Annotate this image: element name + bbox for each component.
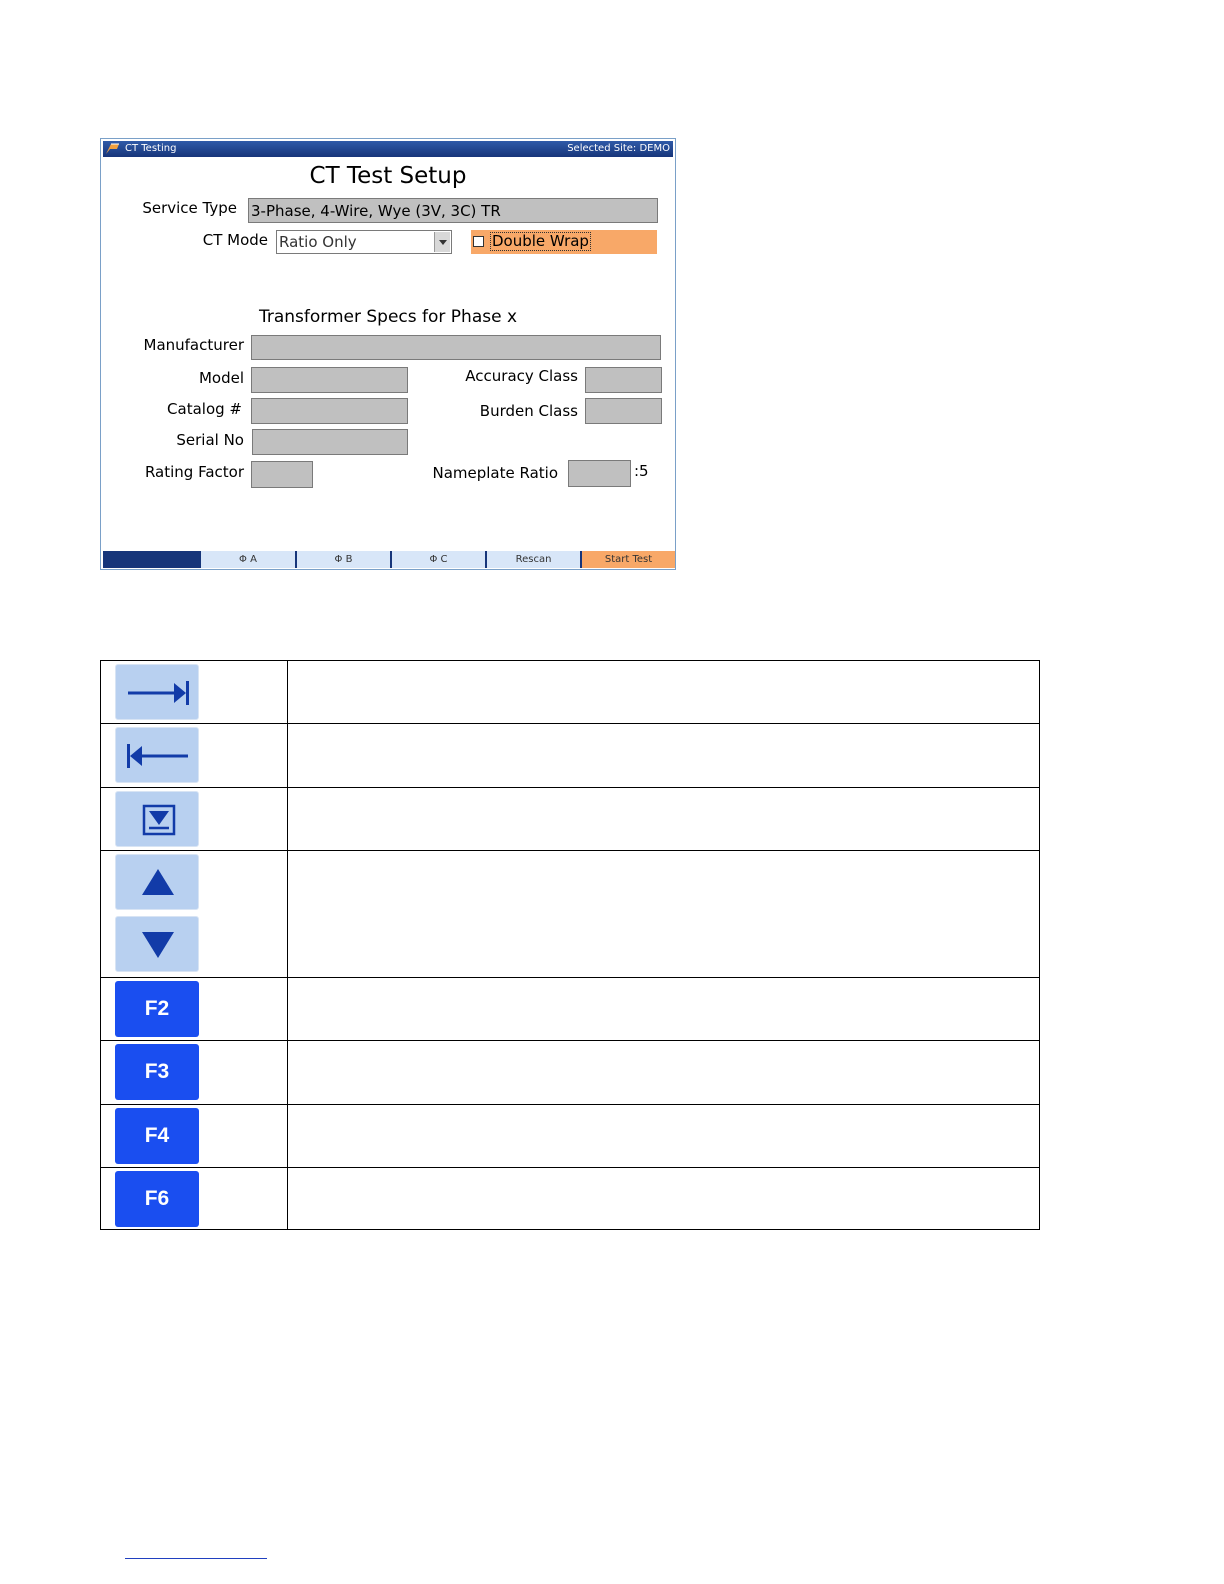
f2-key-icon: F2	[115, 981, 199, 1037]
table-row	[101, 978, 1039, 1041]
f4-key-phase-c[interactable]: Φ C	[390, 551, 485, 568]
table-row	[101, 724, 1039, 788]
tab-forward-icon	[116, 665, 200, 721]
footnote-separator	[125, 1558, 267, 1559]
service-type-label: Service Type	[142, 199, 237, 217]
f2-key-phase-a[interactable]: Φ A	[199, 551, 295, 568]
table-row	[101, 1168, 1039, 1231]
burden-class-label: Burden Class	[479, 402, 578, 420]
serial-no-field[interactable]	[252, 429, 408, 455]
accuracy-class-label: Accuracy Class	[465, 367, 578, 385]
f1-key[interactable]	[103, 551, 199, 568]
up-arrow-key	[115, 854, 199, 910]
burden-class-field[interactable]	[585, 398, 662, 424]
rating-factor-field[interactable]	[251, 461, 313, 488]
service-type-field[interactable]: 3-Phase, 4-Wire, Wye (3V, 3C) TR	[248, 198, 658, 223]
accuracy-class-field[interactable]	[585, 367, 662, 393]
nameplate-ratio-label: Nameplate Ratio	[432, 464, 558, 482]
app-logo-icon	[105, 143, 121, 155]
table-row	[101, 788, 1039, 851]
ct-mode-label: CT Mode	[202, 231, 268, 249]
tab-back-key	[115, 727, 199, 783]
double-wrap-checkbox[interactable]	[473, 236, 484, 247]
manufacturer-field[interactable]	[251, 335, 661, 360]
dropdown-key	[115, 791, 199, 847]
page-title: CT Test Setup	[309, 163, 467, 189]
dropdown-open-icon	[116, 792, 200, 848]
tab-forward-key	[115, 664, 199, 720]
double-wrap-option[interactable]	[471, 230, 657, 254]
table-row	[101, 851, 1039, 978]
selected-site: Selected Site: DEMO	[567, 143, 670, 154]
manufacturer-label: Manufacturer	[143, 336, 244, 354]
specs-heading: Transformer Specs for Phase x	[258, 307, 518, 327]
f6-key-start-test[interactable]: Start Test	[580, 551, 675, 568]
key-reference-table	[100, 660, 1040, 1230]
f4-key-icon: F4	[115, 1108, 199, 1164]
ct-mode-value: Ratio Only	[279, 233, 357, 251]
table-row	[101, 1041, 1039, 1105]
f3-key-icon: F3	[115, 1044, 199, 1100]
down-arrow-icon	[116, 917, 200, 973]
f5-key-rescan[interactable]: Rescan	[485, 551, 580, 568]
model-label: Model	[198, 369, 244, 387]
rating-factor-label: Rating Factor	[144, 463, 244, 481]
ct-testing-window	[100, 138, 676, 570]
up-arrow-icon	[116, 855, 200, 911]
f6-key-icon: F6	[115, 1171, 199, 1227]
window-title: CT Testing	[125, 143, 177, 154]
chevron-down-icon[interactable]	[434, 232, 450, 252]
function-key-bar	[103, 551, 673, 568]
catalog-field[interactable]	[251, 398, 408, 424]
nameplate-ratio-suffix: :5	[634, 462, 649, 480]
double-wrap-label: Double Wrap	[492, 232, 589, 250]
ct-mode-select[interactable]	[276, 230, 452, 254]
nameplate-ratio-field[interactable]	[568, 460, 631, 487]
f3-key-phase-b[interactable]: Φ B	[295, 551, 390, 568]
model-field[interactable]	[251, 367, 408, 393]
serial-no-label: Serial No	[176, 431, 244, 449]
down-arrow-key	[115, 916, 199, 972]
catalog-label: Catalog #	[167, 400, 242, 418]
table-row	[101, 1105, 1039, 1168]
tab-back-icon	[116, 728, 200, 784]
table-row	[101, 661, 1039, 724]
title-bar	[103, 141, 673, 157]
